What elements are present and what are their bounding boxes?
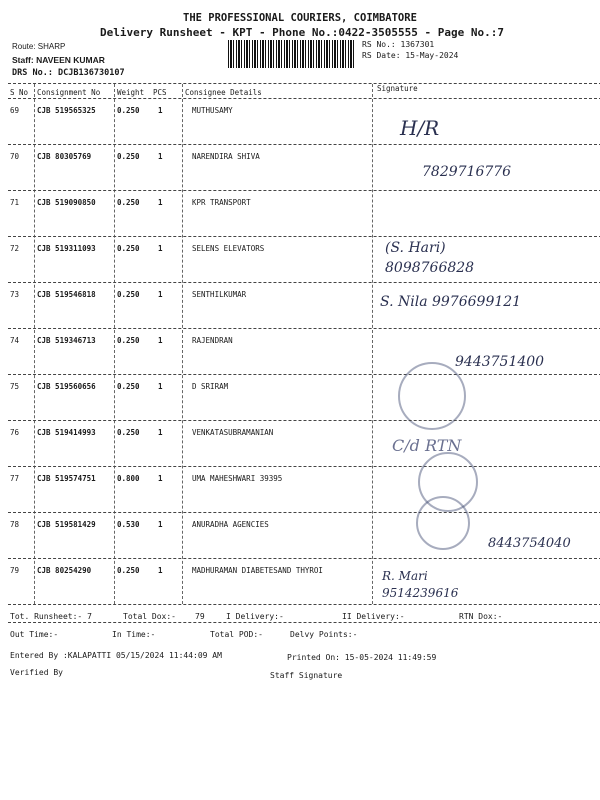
table-bottom-rule (8, 604, 600, 605)
row-sno: 78 (10, 520, 20, 529)
row-pcs: 1 (158, 152, 163, 161)
delivery-points: Delvy Points:- (290, 630, 358, 639)
row-consignment: CJB 80254290 (37, 566, 92, 575)
row-consignee: MADHURAMAN DIABETESAND THYROI (192, 566, 323, 575)
row-divider (8, 512, 600, 513)
row-signature: (S. Hari) 8098766828 (385, 240, 475, 276)
row-consignment: CJB 80305769 (37, 152, 92, 161)
row-pcs: 1 (158, 290, 163, 299)
row-consignee: NARENDIRA SHIVA (192, 152, 260, 161)
rtn-dox: RTN Dox:- (459, 612, 503, 621)
row-sno: 72 (10, 244, 20, 253)
out-time: Out Time:- (10, 630, 59, 639)
row-weight: 0.250 (117, 106, 140, 115)
row-sno: 70 (10, 152, 20, 161)
total-pod: Total POD:- (210, 630, 263, 639)
row-weight: 0.250 (117, 566, 140, 575)
rs-number: RS No.: 1367301 (362, 40, 435, 49)
row-weight: 0.250 (117, 428, 140, 437)
row-consignment: CJB 519574751 (37, 474, 96, 483)
row-divider (8, 558, 600, 559)
col-weight: Weight (117, 88, 145, 97)
staff-label: Staff: NAVEEN KUMAR (12, 55, 105, 65)
row-weight: 0.250 (117, 290, 140, 299)
col-separator (182, 84, 183, 604)
row-divider (8, 282, 600, 283)
row-pcs: 1 (158, 336, 163, 345)
row-divider (8, 144, 600, 145)
col-sno: S No (10, 88, 29, 97)
row-consignee: MUTHUSAMY (192, 106, 233, 115)
stamp-seal-icon (416, 496, 470, 550)
in-time: In Time:- (112, 630, 156, 639)
footer-rule (8, 622, 600, 623)
row-divider (8, 374, 600, 375)
row-pcs: 1 (158, 244, 163, 253)
row-sno: 73 (10, 290, 20, 299)
row-consignment: CJB 519311093 (37, 244, 96, 253)
row-consignee: D SRIRAM (192, 382, 229, 391)
total-dox-value: 79 (195, 612, 205, 621)
row-weight: 0.530 (117, 520, 140, 529)
total-runsheet: Tot. Runsheet:- 7 (10, 612, 92, 621)
header-top-rule (8, 83, 600, 84)
verified-by: Verified By (10, 668, 63, 677)
row-consignment: CJB 519565325 (37, 106, 96, 115)
row-signature: H/R (400, 116, 440, 140)
row-weight: 0.250 (117, 382, 140, 391)
row-pcs: 1 (158, 198, 163, 207)
col-pcs: PCS (153, 88, 167, 97)
drs-number: DRS No.: DCJB136730107 (12, 68, 125, 78)
col-separator (372, 84, 373, 604)
row-divider (8, 190, 600, 191)
row-consignment: CJB 519581429 (37, 520, 96, 529)
company-name: THE PROFESSIONAL COURIERS, COIMBATORE (183, 12, 417, 24)
row-signature: 9443751400 (455, 354, 545, 370)
row-signature: 8443754040 (488, 536, 571, 551)
col-consignment: Consignment No (37, 88, 101, 97)
row-sno: 71 (10, 198, 20, 207)
row-sno: 76 (10, 428, 20, 437)
barcode (228, 40, 356, 68)
row-consignment: CJB 519346713 (37, 336, 96, 345)
col-separator (114, 84, 115, 604)
row-pcs: 1 (158, 566, 163, 575)
row-consignment: CJB 519090850 (37, 198, 96, 207)
row-divider (8, 328, 600, 329)
row-consignee: SELENS ELEVATORS (192, 244, 265, 253)
col-signature: Signature (377, 84, 418, 93)
header-bottom-rule (8, 98, 600, 99)
row-consignment: CJB 519546818 (37, 290, 96, 299)
row-sno: 77 (10, 474, 20, 483)
col-consignee: Consignee Details (185, 88, 262, 97)
entered-by: Entered By :KALAPATTI 05/15/2024 11:44:09 AM (10, 651, 222, 660)
row-weight: 0.250 (117, 244, 140, 253)
row-signature: C/d RTN (392, 436, 462, 455)
row-divider (8, 420, 600, 421)
row-weight: 0.250 (117, 198, 140, 207)
row-pcs: 1 (158, 520, 163, 529)
page-title: Delivery Runsheet - KPT - Phone No.:0422-3505555 - Page No.:7 (100, 26, 504, 39)
row-consignee: KPR TRANSPORT (192, 198, 251, 207)
row-signature: 7829716776 (422, 164, 512, 180)
row-weight: 0.250 (117, 336, 140, 345)
row-consignee: VENKATASUBRAMANIAN (192, 428, 274, 437)
row-pcs: 1 (158, 382, 163, 391)
row-signature: R. Mari 9514239616 (382, 569, 459, 600)
row-consignment: CJB 519560656 (37, 382, 96, 391)
row-divider (8, 236, 600, 237)
staff-signature: Staff Signature (270, 671, 343, 680)
row-pcs: 1 (158, 428, 163, 437)
ii-delivery: II Delivery:- (342, 612, 405, 621)
route-label: Route: SHARP (12, 42, 66, 51)
row-pcs: 1 (158, 106, 163, 115)
row-pcs: 1 (158, 474, 163, 483)
i-delivery: I Delivery:- (226, 612, 284, 621)
printed-on: Printed On: 15-05-2024 11:49:59 (287, 653, 437, 662)
row-weight: 0.800 (117, 474, 140, 483)
row-consignee: SENTHILKUMAR (192, 290, 247, 299)
row-sno: 75 (10, 382, 20, 391)
rs-date: RS Date: 15-May-2024 (362, 51, 459, 60)
row-signature: S. Nila 9976699121 (380, 294, 522, 310)
total-dox-label: Total Dox:- (123, 612, 176, 621)
row-sno: 79 (10, 566, 20, 575)
row-sno: 74 (10, 336, 20, 345)
row-sno: 69 (10, 106, 20, 115)
row-consignee: RAJENDRAN (192, 336, 233, 345)
row-divider (8, 466, 600, 467)
row-consignee: ANURADHA AGENCIES (192, 520, 269, 529)
col-separator (34, 84, 35, 604)
row-weight: 0.250 (117, 152, 140, 161)
row-consignment: CJB 519414993 (37, 428, 96, 437)
row-consignee: UMA MAHESHWARI 39395 (192, 474, 283, 483)
